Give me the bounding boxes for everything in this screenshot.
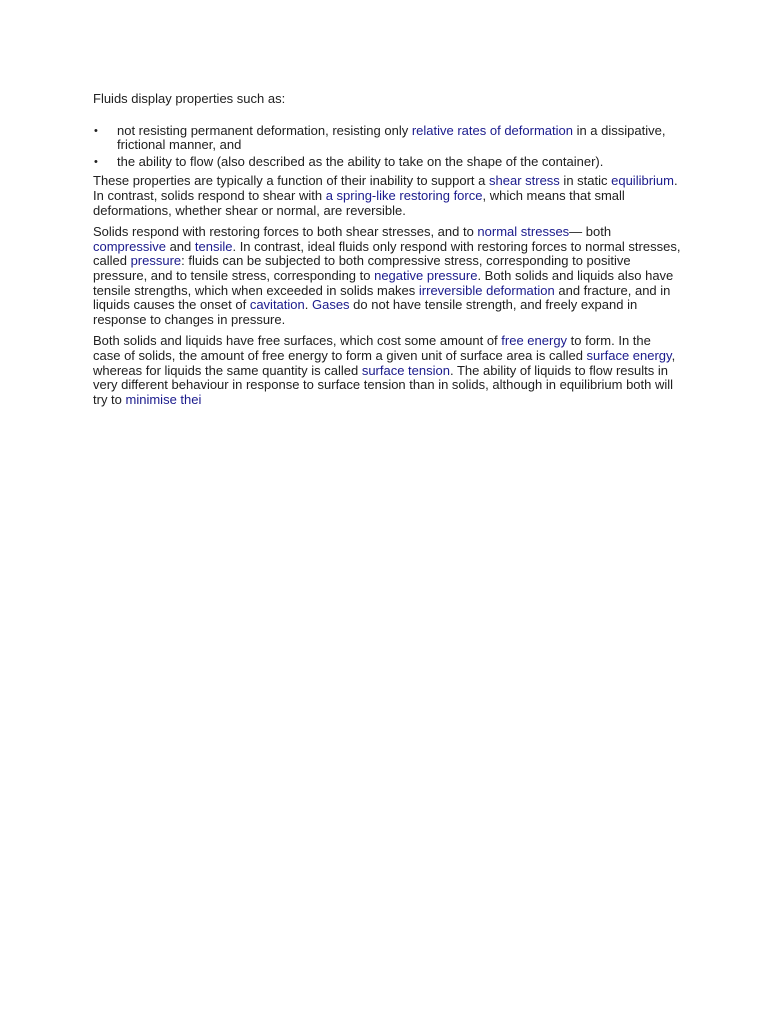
paragraph-free-surfaces <box>93 334 681 407</box>
paragraph-text: , whereas for liquids the same quantity is called <box>93 347 676 378</box>
paragraph-text: Both solids and liquids have free surfaces, which cost some amount of <box>93 333 502 349</box>
link-equilibrium[interactable]: equilibrium <box>611 173 674 189</box>
paragraph-text: , which means that small deformations, whether shear or normal, are reversible. <box>93 187 625 218</box>
intro-text: Fluids display properties such as: <box>93 91 286 106</box>
paragraph-text: Solids respond with restoring forces to both shear stresses, and to <box>93 224 478 240</box>
paragraph-text: — both <box>569 224 612 240</box>
link-gases[interactable]: Gases <box>311 297 350 313</box>
link-tensile[interactable]: tensile <box>194 238 233 254</box>
paragraph-text: and <box>165 238 195 254</box>
paragraph-text: These properties are typically a function of their inability to support a <box>93 173 489 189</box>
link-minimise[interactable]: minimise thei <box>125 391 202 407</box>
link-negative-pressure[interactable]: negative pressure <box>374 267 478 283</box>
document-page <box>93 92 681 414</box>
paragraph-text: in static <box>559 173 612 189</box>
list-item <box>93 124 681 153</box>
link-free-energy[interactable]: free energy <box>501 333 568 349</box>
link-shear-stress[interactable]: shear stress <box>489 173 560 189</box>
paragraph-text: : fluids can be subjected to both compressive stress, corresponding to positive pressure, and to tensile stress, corresponding to <box>93 253 631 283</box>
paragraph-text: . In contrast, solids respond to shear with <box>93 173 678 203</box>
link-surface-energy[interactable]: surface energy <box>586 347 672 363</box>
list-item-text: in a dissipative, frictional manner, and <box>117 122 666 153</box>
paragraph-text: . Both solids and liquids also have tensile strengths, which when exceeded in solids makes <box>93 267 674 298</box>
link-normal-stresses[interactable]: normal stresses <box>477 224 570 240</box>
bullet-icon: • <box>94 155 98 168</box>
paragraph-text: . The ability of liquids to flow results in very different behaviour in response to surface tension than in solids, although in equilibrium both will try to <box>93 362 674 407</box>
link-cavitation[interactable]: cavitation <box>249 297 305 313</box>
property-list <box>93 124 681 170</box>
paragraph-text: . <box>304 297 312 313</box>
list-item-text: the ability to flow (also described as the ability to take on the shape of the container). <box>117 153 604 169</box>
paragraph-text: do not have tensile strength, and freely expand in response to changes in pressure. <box>93 297 638 327</box>
link-surface-tension[interactable]: surface tension <box>361 362 450 378</box>
link-irreversible-deformation[interactable]: irreversible deformation <box>418 282 555 298</box>
link-relative-rates-of-deformation[interactable]: relative rates of deformation <box>411 122 573 138</box>
paragraph-text: and fracture, and in liquids causes the onset of <box>93 282 671 313</box>
paragraph-shear-stress <box>93 174 681 218</box>
list-item <box>93 155 681 170</box>
link-restoring-force[interactable]: a spring-like restoring force <box>325 187 483 203</box>
bullet-icon: • <box>94 124 98 137</box>
link-compressive[interactable]: compressive <box>93 238 166 254</box>
paragraph-text: . In contrast, ideal fluids only respond with restoring forces to normal stresses, called <box>93 238 681 269</box>
paragraph-text: to form. In the case of solids, the amount of free energy to form a given unit of surface area is called <box>93 333 651 363</box>
list-item-text: not resisting permanent deformation, resisting only <box>117 122 412 138</box>
link-pressure[interactable]: pressure <box>130 253 182 269</box>
paragraph-normal-stresses <box>93 225 681 327</box>
